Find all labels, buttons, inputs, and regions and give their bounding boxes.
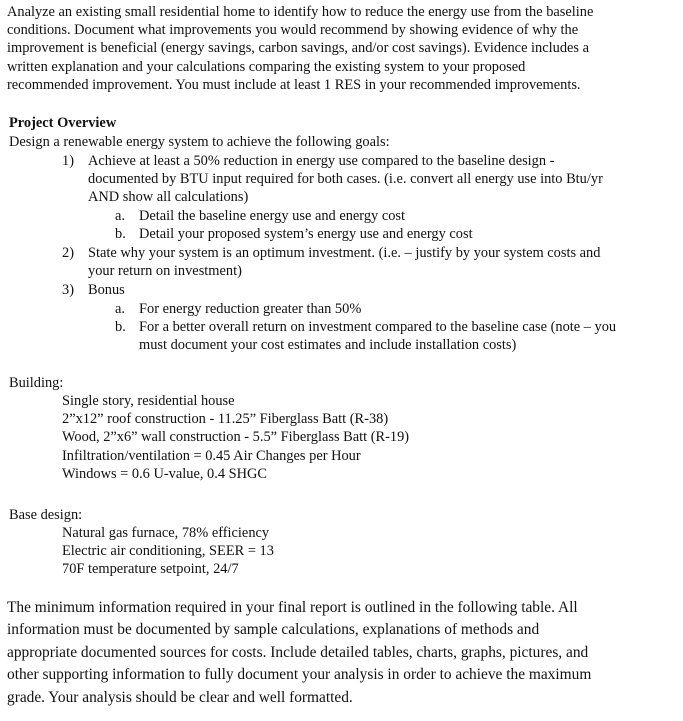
base-design-item: Natural gas furnace, 78% efficiency: [62, 525, 270, 541]
final-line: other supporting information to fully document your analysis in order to achieve the maximum: [7, 666, 592, 684]
goal-number: 2): [62, 245, 74, 261]
goal-line: your return on investment): [88, 263, 242, 280]
goal-text: [88, 244, 678, 280]
final-line: The minimum information required in your final report is outlined in the following table. All: [7, 599, 578, 616]
goal-line: Achieve at least a 50% reduction in energy use compared to the baseline design -: [88, 153, 555, 169]
base-design-list: [62, 524, 274, 579]
sub-item-text: Detail your proposed system’s energy use and energy cost: [139, 226, 473, 242]
goal-line: AND show all calculations): [88, 189, 249, 206]
sub-item-letter: a.: [115, 301, 125, 317]
final-line: grade. Your analysis should be clear and well formatted.: [7, 688, 353, 706]
goal-text: [88, 281, 678, 299]
goal-line: State why your system is an optimum investment. (i.e. – justify by your system costs and: [88, 245, 601, 261]
project-overview-description: Design a renewable energy system to achieve the following goals:: [9, 134, 390, 150]
intro-line: recommended improvement. You must include at least 1 RES in your recommended improvements.: [7, 76, 581, 93]
goal-number: 3): [62, 282, 74, 298]
project-overview-heading: Project Overview: [9, 115, 117, 131]
sub-item-text: For energy reduction greater than 50%: [139, 301, 362, 317]
goal-number: 1): [62, 153, 74, 169]
sub-item-letter: b.: [115, 226, 126, 242]
sub-item-letter: a.: [115, 208, 125, 224]
sub-item-text: Detail the baseline energy use and energy cost: [139, 208, 406, 224]
report-requirements-paragraph: [7, 597, 675, 709]
intro-line: written explanation and your calculations comparing the existing system to your proposed: [7, 58, 526, 75]
intro-line: conditions. Document what improvements you would recommend by showing evidence of why the: [7, 22, 579, 39]
building-spec: Wood, 2”x6” wall construction - 5.5” Fiberglass Batt (R-19): [62, 429, 410, 446]
building-spec: Infiltration/ventilation = 0.45 Air Changes per Hour: [62, 447, 361, 464]
sub-item-line: must document your cost estimates and include installation costs): [139, 337, 517, 354]
sub-item-line: For a better overall return on investment compared to the baseline case (note – you: [139, 319, 617, 335]
building-specs-list: [62, 392, 409, 483]
building-label: Building:: [9, 375, 64, 391]
intro-paragraph: [7, 3, 675, 94]
final-line: appropriate documented sources for costs. Include detailed tables, charts, graphs, pictures, and: [7, 643, 589, 661]
intro-line: improvement is beneficial (energy savings, carbon savings, and/or cost savings). Evidence includes a: [7, 40, 589, 57]
base-design-label: Base design:: [9, 507, 83, 523]
goal-line: Bonus: [88, 282, 125, 298]
building-spec: Single story, residential house: [62, 393, 235, 409]
intro-line: Analyze an existing small residential home to identify how to reduce the energy use from the baseline: [7, 4, 594, 20]
sub-item-letter: b.: [115, 319, 126, 335]
base-design-item: 70F temperature setpoint, 24/7: [62, 561, 239, 578]
base-design-item: Electric air conditioning, SEER = 13: [62, 543, 274, 560]
building-spec: Windows = 0.6 U-value, 0.4 SHGC: [62, 465, 267, 482]
sub-item-text: [139, 318, 679, 354]
goal-text: [88, 152, 678, 207]
building-spec: 2”x12” roof construction - 11.25” Fiberglass Batt (R-38): [62, 411, 389, 428]
goal-line: documented by BTU input required for both cases. (i.e. convert all energy use into Btu/yr: [88, 171, 603, 188]
final-line: information must be documented by sample calculations, explanations of methods and: [7, 621, 540, 639]
